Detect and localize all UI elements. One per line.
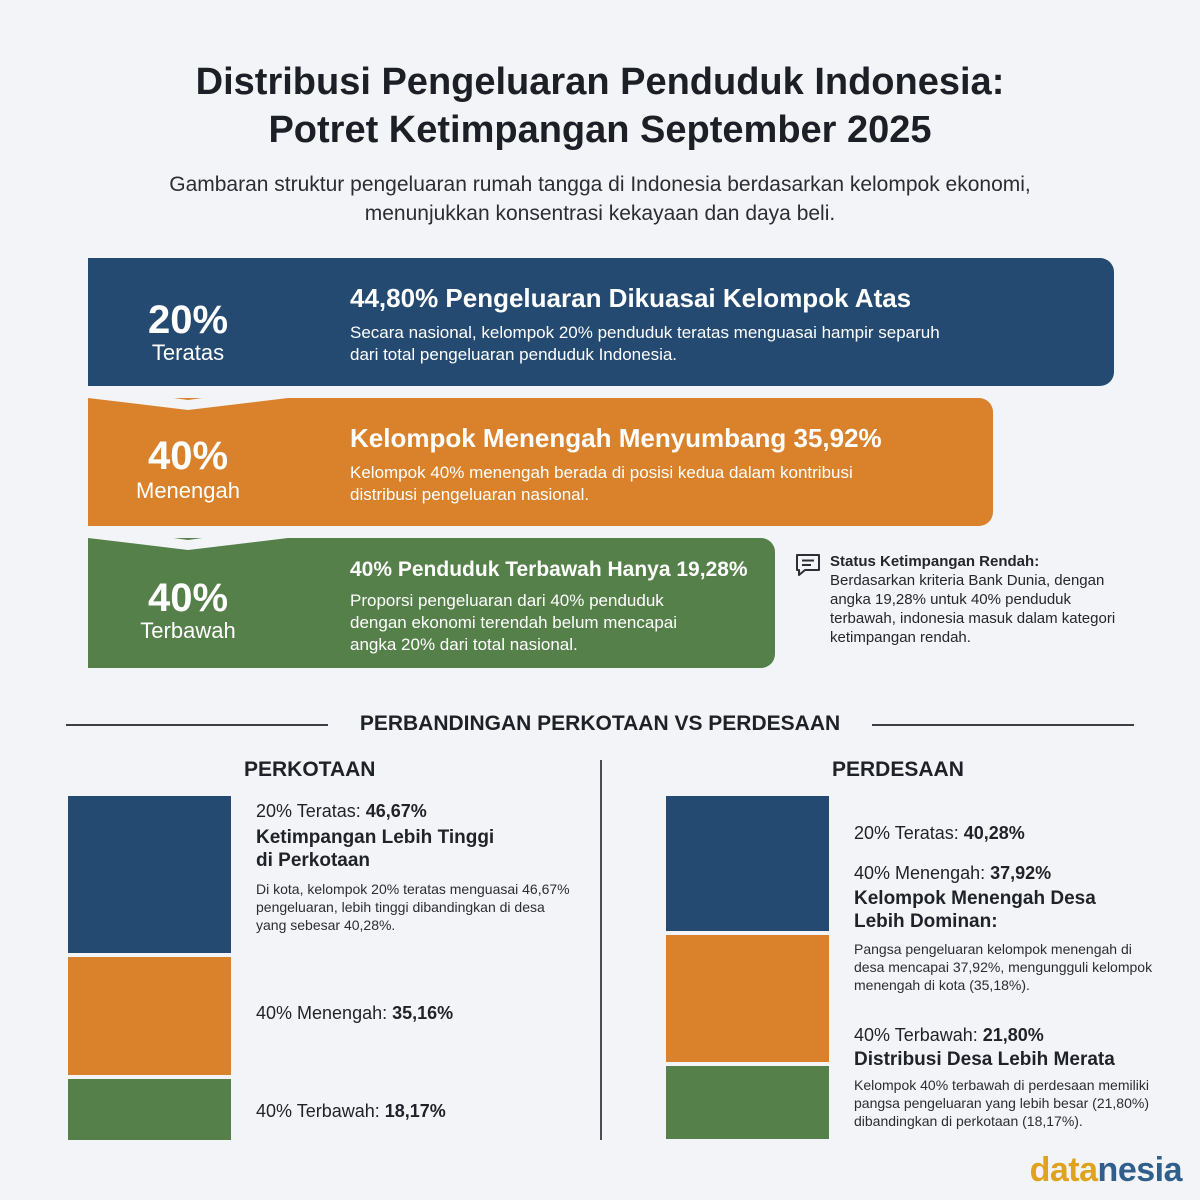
label-value: 40,28%	[963, 823, 1025, 843]
label-text: 20% Teratas:	[854, 823, 964, 843]
note-title: Status Ketimpangan Rendah:	[830, 553, 1040, 570]
urban-top-headline	[256, 826, 494, 872]
band-desc-line: distribusi pengeluaran nasional.	[350, 485, 590, 504]
band-group: Teratas	[151, 340, 225, 365]
label-value: 21,80%	[982, 1025, 1044, 1045]
chevron-divider	[88, 520, 288, 550]
datanesia-logo	[1030, 1151, 1182, 1190]
rural-mid-label	[854, 862, 1051, 884]
band-group: Menengah	[136, 478, 240, 503]
label-value: 18,17%	[384, 1101, 446, 1121]
band-desc	[350, 322, 940, 366]
band-headline: Kelompok Menengah Menyumbang 35,92%	[350, 423, 882, 453]
label-value: 46,67%	[365, 801, 427, 821]
logo-part-nesia: nesia	[1097, 1151, 1182, 1189]
headline-line: Ketimpangan Lebih Tinggi	[256, 827, 495, 848]
label-text: 40% Menengah:	[256, 1003, 393, 1023]
rural-top-label	[854, 822, 1025, 844]
band-group: Terbawah	[140, 618, 236, 643]
band-top-20	[88, 258, 1114, 386]
band-desc	[350, 462, 853, 506]
note-body: Berdasarkan kriteria Bank Dunia, dengan angka 19,28% untuk 40% penduduk terbawah, indonesia masuk dalam kategori ketimpangan rendah.	[830, 572, 1116, 646]
urban-title: PERKOTAAN	[244, 758, 376, 781]
urban-top-desc: Di kota, kelompok 20% teratas menguasai 46,67% pengeluaran, lebih tinggi dibandingkan di desa yang sebesar 40,28%.	[256, 881, 570, 933]
section-rule-right	[872, 724, 1134, 726]
label-text: 40% Terbawah:	[854, 1025, 983, 1045]
rural-bar-segment-bottom	[666, 1066, 829, 1139]
urban-stacked-bar	[68, 796, 231, 1140]
title-line-2: Potret Ketimpangan September 2025	[268, 109, 932, 151]
page-subtitle: Gambaran struktur pengeluaran rumah tangga di Indonesia berdasarkan kelompok ekonomi, menunjukkan konsentrasi kekayaan dan daya beli.	[169, 173, 1031, 225]
urban-bar-segment-bottom	[68, 1079, 231, 1140]
band-desc-line: Kelompok 40% menengah berada di posisi kedua dalam kontribusi	[350, 463, 853, 482]
band-desc-line: dengan ekonomi terendah belum mencapai	[350, 613, 678, 632]
label-text: 20% Teratas:	[256, 801, 366, 821]
band-desc-line: dari total pengeluaran penduduk Indonesia.	[350, 345, 678, 364]
band-middle-40	[88, 398, 993, 526]
band-pct: 20%	[147, 298, 229, 342]
band-bottom-40	[88, 538, 775, 668]
rural-bot-headline: Distribusi Desa Lebih Merata	[854, 1049, 1115, 1070]
rural-bar-segment-top	[666, 796, 829, 931]
headline-line: Lebih Dominan:	[854, 911, 998, 932]
rural-bar-segment-middle	[666, 935, 829, 1062]
urban-top-label	[256, 800, 427, 822]
urban-bot-label	[256, 1100, 446, 1122]
chevron-divider	[88, 380, 288, 410]
band-desc-line: Secara nasional, kelompok 20% penduduk teratas menguasai hampir separuh	[350, 323, 940, 342]
band-pct: 40%	[147, 434, 229, 478]
rural-bot-label	[854, 1024, 1044, 1046]
headline-line: di Perkotaan	[256, 850, 371, 871]
rural-stacked-bar	[666, 796, 829, 1140]
band-headline: 40% Penduduk Terbawah Hanya 19,28%	[350, 558, 748, 581]
band-pct: 40%	[147, 576, 229, 620]
urban-mid-label	[256, 1002, 453, 1024]
urban-bar-segment-top	[68, 796, 231, 953]
rural-bot-desc: Kelompok 40% terbawah di perdesaan memiliki pangsa pengeluaran yang lebih besar (21,80%) dibandingkan di perkotaan (18,17%).	[854, 1077, 1149, 1129]
urban-bar-segment-middle	[68, 957, 231, 1075]
band-desc-line: angka 20% dari total nasional.	[350, 635, 578, 654]
label-text: 40% Terbawah:	[256, 1101, 385, 1121]
headline-line: Kelompok Menengah Desa	[854, 888, 1096, 909]
rural-title: PERDESAAN	[832, 758, 964, 781]
logo-part-data: data	[1029, 1151, 1098, 1189]
section-title: PERBANDINGAN PERKOTAAN VS PERDESAAN	[359, 712, 841, 735]
band-desc-line: Proporsi pengeluaran dari 40% penduduk	[350, 591, 664, 610]
title-line-1: Distribusi Pengeluaran Penduduk Indonesia:	[195, 61, 1005, 103]
page-title	[0, 58, 1200, 154]
rural-mid-headline	[854, 887, 1096, 933]
band-desc	[350, 590, 677, 656]
chat-comment-icon	[794, 552, 822, 578]
inequality-status-note	[830, 552, 1120, 647]
band-headline: 44,80% Pengeluaran Dikuasai Kelompok Atas	[350, 283, 912, 313]
rural-mid-desc: Pangsa pengeluaran kelompok menengah di desa mencapai 37,92%, mengungguli kelompok menengah di kota (35,18%).	[854, 941, 1153, 993]
label-value: 35,16%	[392, 1003, 454, 1023]
column-divider	[600, 760, 602, 1140]
label-value: 37,92%	[990, 863, 1052, 883]
label-text: 40% Menengah:	[854, 863, 991, 883]
